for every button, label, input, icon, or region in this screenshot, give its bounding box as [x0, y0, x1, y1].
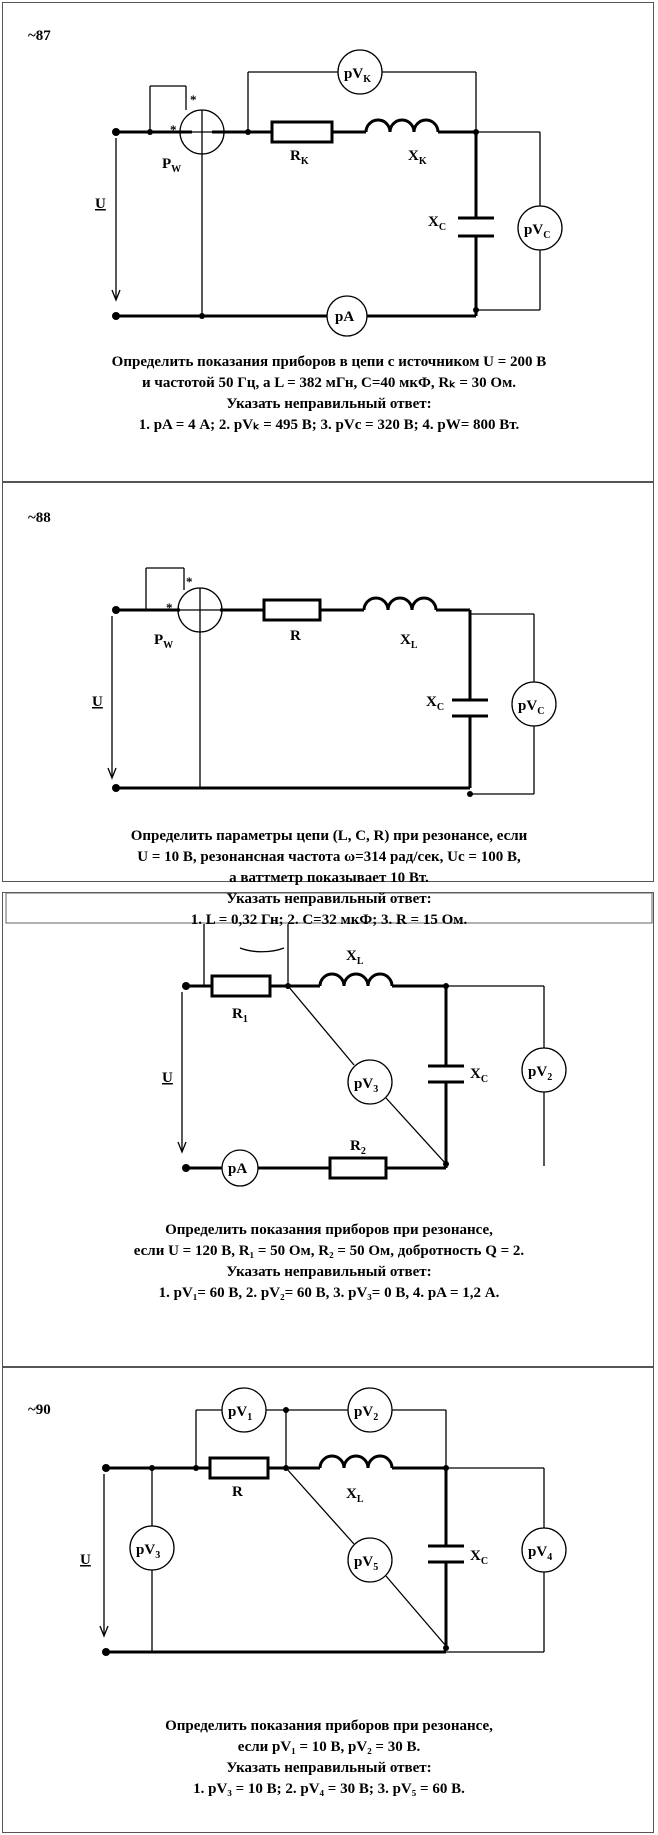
problem-88-line-4: Указать неправильный ответ:	[226, 891, 432, 907]
svg-text:XL: $X_L$	[400, 632, 418, 651]
svg-text:pV3: $pV_3$	[136, 1542, 161, 1561]
inductor-xl	[320, 1456, 392, 1468]
resistor-r1	[212, 976, 270, 996]
inductor-xl	[364, 598, 436, 610]
svg-text:U: U	[95, 196, 106, 212]
resistor-r2	[330, 1158, 386, 1178]
problem-90-number: ~90	[28, 1402, 51, 1418]
svg-text:XL: $X_L$	[346, 948, 364, 967]
labels-87	[95, 66, 550, 325]
svg-text:pV2: $pV_2$	[528, 1064, 553, 1083]
resistor-r	[264, 600, 320, 620]
svg-text:R2: $R_2$	[350, 1138, 366, 1157]
svg-text:*: *	[190, 92, 197, 107]
svg-text:R: R	[232, 1484, 243, 1500]
svg-text:XK: $X_K$	[408, 148, 427, 167]
problem-87-line-2: и частотой 50 Гц, а L = 382 мГн, C=40 мкФ, Rₖ = 30 Ом.	[141, 375, 517, 391]
resistor-rk	[272, 122, 332, 142]
inductor-xk	[366, 120, 438, 132]
problem-90-line-2: если pV₁ = 10 В, pV₂ = 30 В.	[237, 1739, 421, 1755]
svg-text:pV1: $pV_1$	[228, 1404, 253, 1423]
svg-text:XC: $X_C$	[428, 214, 447, 233]
svg-text:XC: $X_C$	[470, 1548, 489, 1567]
problem-88-line-3: а ваттметр показывает 10 Вт.	[229, 870, 429, 886]
svg-text:*: *	[170, 122, 177, 137]
svg-text:U: U	[92, 694, 103, 710]
svg-text:PW: $P_W$	[162, 156, 182, 175]
circuit-90	[100, 1388, 566, 1656]
svg-text:pVC: $pV_C$	[518, 698, 545, 717]
svg-text:RK: $R_K$	[290, 148, 309, 167]
problem-89-text	[0, 1220, 658, 1304]
circuit-88	[108, 568, 556, 797]
problem-89-line-1: Определить показания приборов при резонансе,	[165, 1222, 493, 1238]
problem-89-line-3: Указать неправильный ответ:	[226, 1264, 432, 1280]
problem-87-line-3: Указать неправильный ответ:	[226, 396, 432, 412]
svg-text:pA: pA	[228, 1161, 248, 1177]
problem-87-line-4: 1. pA = 4 А; 2. pVₖ = 495 В; 3. pVc = 320 В; 4. pW= 800 Вт.	[138, 417, 520, 433]
svg-text:*: *	[186, 574, 193, 589]
svg-text:R: R	[290, 628, 301, 644]
resistor-r	[210, 1458, 268, 1478]
svg-text:XC: $X_C$	[426, 694, 445, 713]
inductor-xl	[320, 974, 392, 986]
svg-text:XC: $X_C$	[470, 1066, 489, 1085]
svg-text:pV2: $pV_2$	[354, 1404, 379, 1423]
problem-90-line-4: 1. pV₃ = 10 В; 2. pV₄ = 30 В; 3. pV₅ = 60 В.	[193, 1781, 465, 1797]
problem-87-line-1: Определить показания приборов в цепи с источником U = 200 В	[111, 354, 547, 370]
svg-text:U: U	[162, 1070, 173, 1086]
svg-text:pV3: $pV_3$	[354, 1076, 379, 1095]
problem-90-line-3: Указать неправильный ответ:	[226, 1760, 432, 1776]
svg-text:PW: $P_W$	[154, 632, 174, 651]
problem-87-text	[0, 352, 658, 436]
problem-89-line-4: 1. pV₁= 60 В, 2. pV₂= 60 В, 3. pV₃= 0 В, 4. pA = 1,2 А.	[158, 1285, 500, 1301]
svg-text:XL: $X_L$	[346, 1486, 364, 1505]
problem-88-line-2: U = 10 В, резонансная частота ω=314 рад/сек, Uc = 100 В,	[137, 849, 521, 865]
problem-89-line-2: если U = 120 В, R₁ = 50 Ом, R₂ = 50 Ом, добротность Q = 2.	[133, 1243, 525, 1259]
svg-text:*: *	[166, 600, 173, 615]
svg-text:pVK: $pV_K$	[344, 66, 371, 85]
labels-88	[92, 574, 544, 717]
problem-88-line-1: Определить параметры цепи (L, C, R) при резонансе, если	[130, 828, 528, 844]
problem-88-number: ~88	[28, 510, 51, 526]
problem-88-line-5: 1. L = 0,32 Гн; 2. C=32 мкФ; 3. R = 15 Ом.	[190, 912, 468, 928]
problem-90-text	[0, 1716, 658, 1800]
circuit-87	[112, 50, 562, 336]
problem-87-number: ~87	[28, 28, 51, 44]
labels-90	[80, 1404, 552, 1573]
svg-text:pV4: $pV_4$	[528, 1544, 553, 1563]
svg-text:R1: $R_1$	[232, 1006, 248, 1025]
problem-90-line-1: Определить показания приборов при резонансе,	[165, 1718, 493, 1734]
circuit-89	[178, 924, 566, 1186]
svg-text:U: U	[80, 1552, 91, 1568]
problem-88-text	[0, 826, 658, 931]
svg-text:pV5: $pV_5$	[354, 1554, 379, 1573]
svg-text:pA: pA	[335, 309, 355, 325]
svg-text:pVC: $pV_C$	[524, 222, 551, 241]
labels-89	[162, 948, 552, 1177]
